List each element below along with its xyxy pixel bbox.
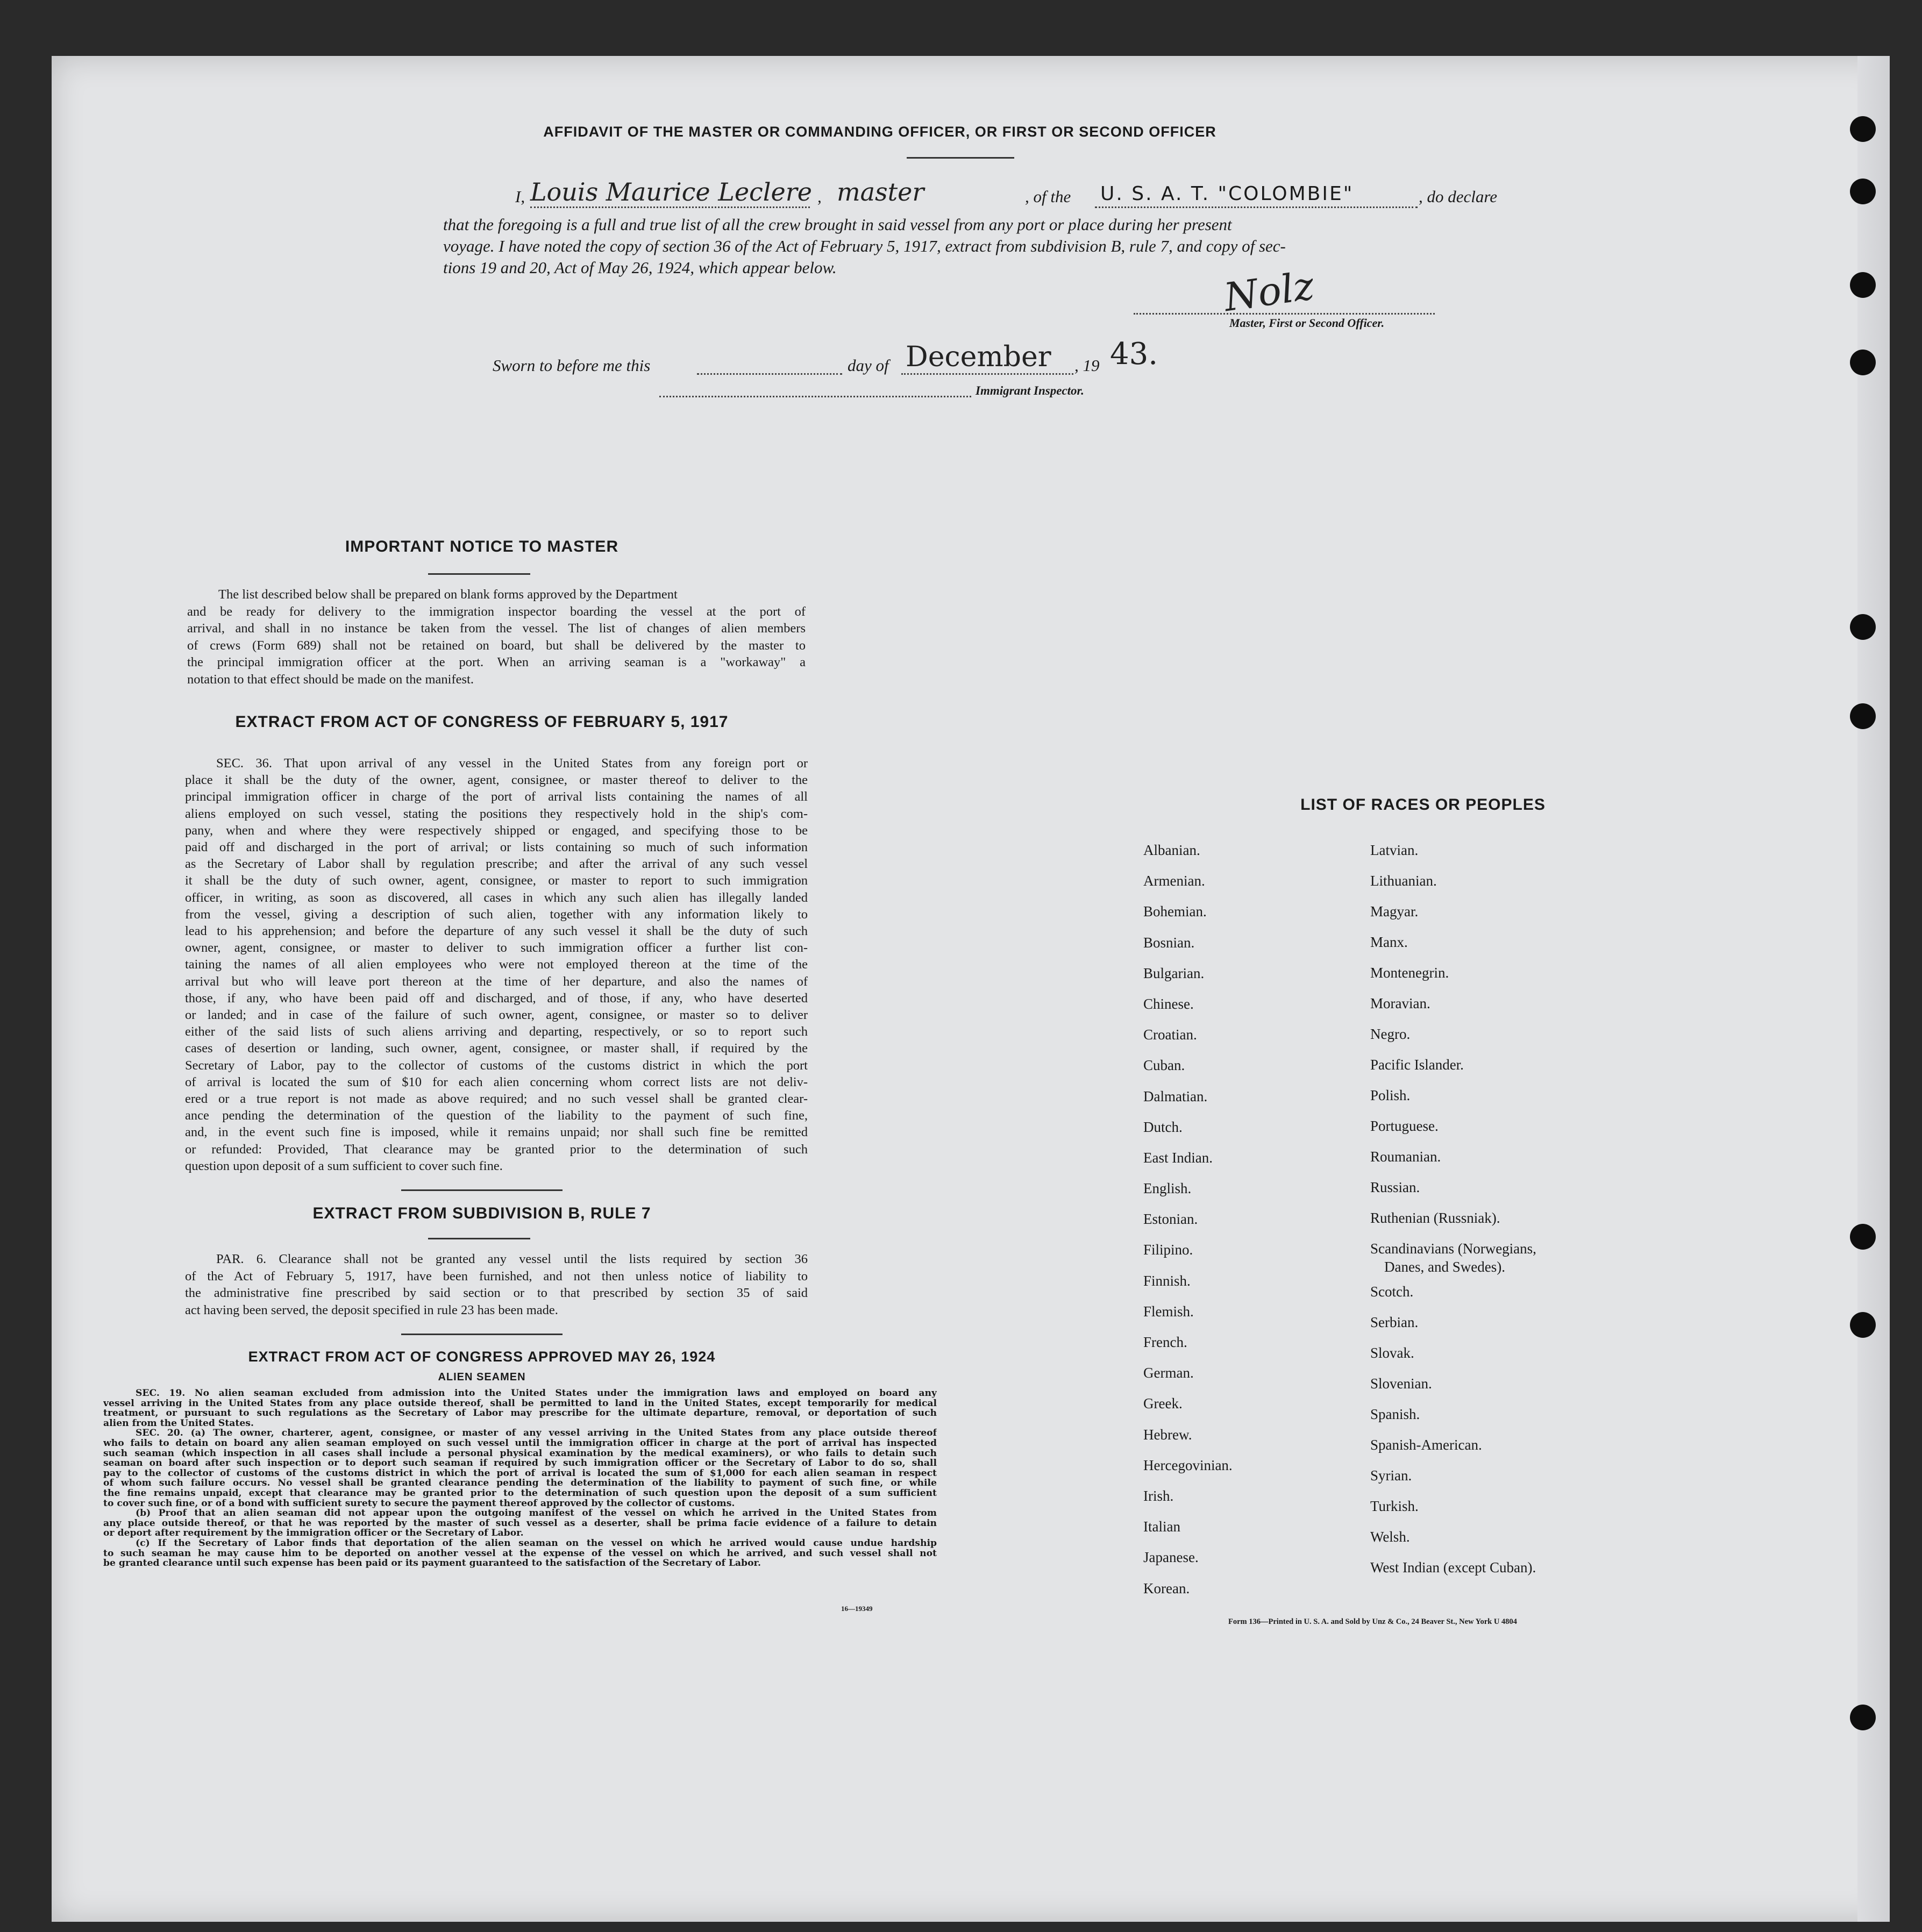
- race-item: Latvian.: [1370, 842, 1419, 858]
- month-dotline: [901, 373, 1073, 375]
- race-item: Slovak.: [1370, 1345, 1414, 1361]
- binder-hole: [1850, 179, 1876, 204]
- race-item: Ruthenian (Russniak).: [1370, 1210, 1500, 1226]
- race-item: Welsh.: [1370, 1529, 1410, 1545]
- race-item: Japanese.: [1143, 1549, 1199, 1566]
- extract-1924-line: any place outside thereof, or that he was reported by the master of such vessel as a deserter, shall be prima facie evidence of a failure to detain: [103, 1518, 937, 1529]
- extract-1924-line: seaman on board after such inspection or to deport such seaman if required by such immigration officer or the Secretary of Labor to do so, shall: [103, 1458, 937, 1468]
- race-item: Pacific Islander.: [1370, 1057, 1464, 1073]
- notice-title: IMPORTANT NOTICE TO MASTER: [345, 538, 619, 555]
- month-handwritten: December: [906, 341, 1051, 373]
- extract-1917-line: lead to his apprehension; and before the departure of any such vessel it shall be the duty of such: [185, 924, 808, 939]
- extract-1924-line: SEC. 20. (a) The owner, charterer, agent, consignee, or master of any vessel arriving in the United States from any place outside thereof: [136, 1428, 937, 1438]
- vessel-name: U. S. A. T. "COLOMBIE": [1100, 183, 1354, 205]
- day-of-label: day of: [848, 356, 889, 375]
- race-item: Scotch.: [1370, 1284, 1414, 1300]
- sworn-label: Sworn to before me this: [493, 356, 651, 375]
- races-title: LIST OF RACES OR PEOPLES: [1300, 796, 1546, 814]
- extract-1917-line: from the vessel, giving a description of such alien, together with any information likely to: [185, 907, 808, 922]
- of-the-label: , of the: [1025, 187, 1071, 206]
- extract-1917-line: or refunded: Provided, That clearance may be granted prior to the determination of such: [185, 1142, 808, 1157]
- extract-1917-line: those, if any, who have been paid off and discharged, and of those, if any, who have deserted: [185, 990, 808, 1006]
- race-item: German.: [1143, 1365, 1194, 1381]
- race-item: French.: [1143, 1334, 1187, 1350]
- notice-line: of crews (Form 689) shall not be retained on board, but shall be delivered by the master to: [187, 638, 806, 653]
- extract-1917-line: of arrival is located the sum of $10 for each alien concerning whom correct lists are not deliv-: [185, 1074, 808, 1089]
- extract-1917-line: and, in the event such fine is imposed, while it remains unpaid; nor shall such fine be remitted: [185, 1125, 808, 1140]
- extract-1917-line: SEC. 36. That upon arrival of any vessel in the United States from any foreign port or: [216, 756, 808, 771]
- subdivision-b-title: EXTRACT FROM SUBDIVISION B, RULE 7: [312, 1204, 651, 1222]
- comma: ,: [817, 187, 822, 206]
- notice-line: The list described below shall be prepared on blank forms approved by the Department: [218, 587, 678, 602]
- race-item: Spanish-American.: [1370, 1437, 1482, 1453]
- race-item: Croatian.: [1143, 1026, 1197, 1043]
- race-item: Italian: [1143, 1518, 1180, 1535]
- race-item: Bohemian.: [1143, 903, 1207, 920]
- binder-hole: [1850, 116, 1876, 142]
- binder-hole: [1850, 703, 1876, 729]
- subdivision-line: PAR. 6. Clearance shall not be granted any vessel until the lists required by section 36: [216, 1252, 808, 1266]
- race-item: Lithuanian.: [1370, 873, 1437, 889]
- race-item: Albanian.: [1143, 842, 1200, 858]
- name-dotline: [530, 206, 810, 208]
- officer-caption: Master, First or Second Officer.: [1229, 316, 1385, 330]
- extract-1917-line: cases of desertion or landing, such owner, agent, consignee, or master shall, if required by the: [185, 1041, 808, 1056]
- section-rule: [401, 1334, 563, 1335]
- affidavit-title: AFFIDAVIT OF THE MASTER OR COMMANDING OFFICER, OR FIRST OR SECOND OFFICER: [543, 124, 1216, 140]
- binder-hole: [1850, 614, 1876, 640]
- race-item: Filipino.: [1143, 1242, 1193, 1258]
- race-item: Negro.: [1370, 1026, 1411, 1042]
- extract-1917-line: owner, agent, consignee, or master to deliver to such immigration officer a further list con-: [185, 940, 808, 956]
- extract-1917-line: ance pending the determination of the question of the liability to the payment of such fine,: [185, 1108, 808, 1123]
- extract-1924-line: SEC. 19. No alien seaman excluded from admission into the United States under the immigration laws and employed on board any: [136, 1388, 937, 1399]
- form-imprint: Form 136—Printed in U. S. A. and Sold by Unz & Co., 24 Beaver St., New York U 4804: [1228, 1617, 1517, 1626]
- page-edge: [1857, 56, 1890, 1922]
- race-item: Cuban.: [1143, 1057, 1185, 1074]
- extract-1917-line: aliens employed on such vessel, stating the positions they respectively hold in the ship's com-: [185, 806, 808, 821]
- print-code: 16—19349: [841, 1605, 873, 1613]
- subdivision-b-body: [185, 1251, 808, 1318]
- notice-line: notation to that effect should be made on the manifest.: [187, 672, 474, 687]
- extract-1924-line: (c) If the Secretary of Labor finds that deportation of the alien seaman on the vessel on which he arrived would cause undue hardship: [136, 1538, 937, 1549]
- binder-hole: [1850, 1224, 1876, 1250]
- affidavit-body-line-1: that the foregoing is a full and true list of all the crew brought in said vessel from any port or place during her present: [443, 215, 1232, 234]
- race-item: Hebrew.: [1143, 1426, 1192, 1443]
- notice-rule: [428, 573, 530, 575]
- race-item: Irish.: [1143, 1487, 1174, 1504]
- race-item: Syrian.: [1370, 1467, 1412, 1484]
- subdivision-line: the administrative fine prescribed by said section or to that prescribed by section 35 of said: [185, 1286, 808, 1300]
- extract-1917-line: either of the said lists of such aliens arriving and departing, respectively, or so to report such: [185, 1024, 808, 1039]
- race-item: Magyar.: [1370, 903, 1419, 919]
- race-item: Slovenian.: [1370, 1375, 1432, 1392]
- subdivision-rule: [428, 1238, 530, 1239]
- extract-1924-line: of whom such failure occurs. No vessel shall be granted clearance pending the determination of the liability to payment of such fine, or while: [103, 1478, 937, 1488]
- section-rule: [401, 1189, 563, 1191]
- extract-1924-line: or deport after requirement by the immigration officer or the Secretary of Labor.: [103, 1528, 524, 1538]
- alien-seamen-subtitle: ALIEN SEAMEN: [438, 1371, 526, 1383]
- notice-line: the principal immigration officer at the port. When an arriving seaman is a "workaway" a: [187, 655, 806, 669]
- year-handwritten: 43.: [1110, 337, 1158, 372]
- races-right-column: [1370, 842, 1596, 1590]
- signature-dotline: [1134, 313, 1435, 315]
- binder-hole: [1850, 1705, 1876, 1730]
- race-item: Portuguese.: [1370, 1118, 1439, 1134]
- race-item: Estonian.: [1143, 1211, 1198, 1228]
- race-item: Hercegovinian.: [1143, 1457, 1233, 1473]
- race-item: Montenegrin.: [1370, 965, 1449, 981]
- extract-1924-line: treatment, or pursuant to such regulations as the Secretary of Labor may prescribe for the ultimate departure, removal, or deportation of such: [103, 1408, 937, 1418]
- notice-body: [187, 586, 806, 688]
- races-left-column: [1143, 842, 1348, 1611]
- extract-1917-line: officer, in writing, as soon as discovered, all cases in which any such alien has illegally landed: [185, 890, 808, 905]
- race-item: Spanish.: [1370, 1406, 1420, 1422]
- race-item: English.: [1143, 1180, 1192, 1197]
- race-item: Bosnian.: [1143, 934, 1195, 951]
- race-item: Dalmatian.: [1143, 1088, 1208, 1104]
- race-item: Scandinavians (Norwegians,: [1370, 1241, 1536, 1257]
- affidavit-body-line-3: tions 19 and 20, Act of May 26, 1924, which appear below.: [443, 258, 837, 277]
- i-label: I,: [515, 187, 525, 206]
- subdivision-line: act having been served, the deposit specified in rule 23 has been made.: [185, 1302, 558, 1317]
- sworn-line: [493, 336, 1299, 379]
- signature-handwritten: Nolz: [1221, 262, 1317, 320]
- extract-1924-line: such seaman (which inspection in all cases shall include a personal physical examination by the medical examiners), or who fails to detain such: [103, 1448, 937, 1459]
- extract-1924-line: pay to the collector of customs of the customs district in which the port of arrival is located the sum of $1,000 for each alien seaman in respect: [103, 1468, 937, 1479]
- extract-1917-line: it shall be the duty of such owner, agent, consignee, or master to report to such immigration: [185, 873, 808, 888]
- binder-hole: [1850, 272, 1876, 298]
- extract-1917-line: taining the names of all alien employees who were not employed thereon at the time of the: [185, 957, 808, 972]
- race-item: Dutch.: [1143, 1118, 1183, 1135]
- race-item: Flemish.: [1143, 1303, 1194, 1320]
- year-prefix: , 19: [1074, 356, 1100, 375]
- notice-line: and be ready for delivery to the immigration inspector boarding the vessel at the port of: [187, 604, 806, 619]
- race-item: Bulgarian.: [1143, 965, 1205, 981]
- inspector-dotline: [659, 396, 971, 397]
- extract-1924-line: vessel arriving in the United States from any place outside thereof, shall be permitted to land in the United States, except temporarily for medical: [103, 1398, 937, 1409]
- notice-line: arrival, and shall in no instance be taken from the vessel. The list of changes of alien members: [187, 621, 806, 636]
- race-item: East Indian.: [1143, 1149, 1213, 1166]
- extract-1917-line: question upon deposit of a sum sufficient to cover such fine.: [185, 1158, 503, 1173]
- extract-1917-title: EXTRACT FROM ACT OF CONGRESS OF FEBRUARY 5, 1917: [235, 713, 729, 731]
- extract-1917-line: principal immigration officer in charge of the port of arrival lists containing the names of all: [185, 789, 808, 804]
- document-sheet: [52, 56, 1890, 1922]
- race-item: Armenian.: [1143, 873, 1205, 889]
- extract-1924-title: EXTRACT FROM ACT OF CONGRESS APPROVED MAY 26, 1924: [248, 1349, 716, 1365]
- race-item: Chinese.: [1143, 995, 1194, 1012]
- extract-1924-line: to such seaman he may cause him to be deported on another vessel at the expense of the vessel on which he arrived, and such vessel shall not: [103, 1548, 937, 1559]
- race-item: West Indian (except Cuban).: [1370, 1559, 1536, 1575]
- subdivision-line: of the Act of February 5, 1917, have been furnished, and not then unless notice of liability to: [185, 1268, 808, 1284]
- extract-1924-line: alien from the United States.: [103, 1418, 254, 1429]
- race-item: Roumanian.: [1370, 1149, 1441, 1165]
- extract-1917-line: Secretary of Labor, pay to the collector of customs of the customs district in which the port: [185, 1058, 808, 1073]
- race-item: Russian.: [1370, 1179, 1420, 1195]
- extract-1924-line: be granted clearance until such expense has been paid or its payment guaranteed to the satisfaction of the Secretary of Labor.: [103, 1558, 761, 1569]
- race-item: Moravian.: [1370, 995, 1430, 1011]
- extract-1917-line: paid off and discharged in the port of arrival; or lists containing so much of such information: [185, 840, 808, 855]
- extract-1917-line: arrival but who will leave port thereon at the time of her departure, and also the names of: [185, 974, 808, 989]
- extract-1924-line: to cover such fine, or of a bond with sufficient surety to secure the payment thereof approved by the collector of customs.: [103, 1498, 735, 1509]
- race-item: Polish.: [1370, 1087, 1411, 1103]
- race-item: Korean.: [1143, 1580, 1190, 1596]
- race-item: Greek.: [1143, 1395, 1183, 1412]
- extract-1917-line: as the Secretary of Labor shall by regulation prescribe; and after the arrival of any such vessel: [185, 857, 808, 872]
- extract-1924-line: the fine remains unpaid, except that clearance may be granted prior to the determination of such question upon the deposit of a sum sufficient: [103, 1488, 937, 1499]
- affidavit-declaration-line: [460, 177, 1536, 212]
- extract-1924-line: (b) Proof that an alien seaman did not appear upon the outgoing manifest of the vessel on which he arrived in the United States from: [136, 1508, 937, 1518]
- extract-1917-body: [185, 755, 808, 1174]
- vessel-dotline: [1095, 206, 1418, 208]
- extract-1917-line: pany, when and where they were respectively shipped or engaged, and specifying those to be: [185, 823, 808, 838]
- master-role-handwritten: master: [837, 177, 924, 206]
- binder-hole: [1850, 1312, 1876, 1338]
- binder-hole: [1850, 350, 1876, 375]
- affidavit-body-line-2: voyage. I have noted the copy of section 36 of the Act of February 5, 1917, extract from subdivision B, rule 7, and copy of sec-: [443, 237, 1286, 255]
- race-item: Turkish.: [1370, 1498, 1419, 1514]
- master-name-handwritten: Louis Maurice Leclere: [530, 177, 812, 206]
- extract-1924-body: [103, 1388, 937, 1569]
- race-item: Danes, and Swedes).: [1384, 1259, 1505, 1275]
- extract-1917-line: place it shall be the duty of the owner, agent, consignee, or master thereof to deliver to the: [185, 773, 808, 788]
- do-declare-label: , do declare: [1419, 187, 1498, 206]
- sworn-day-dotline: [697, 373, 842, 375]
- extract-1924-line: who fails to detain on board any alien seaman employed on such vessel until the immigration officer in charge at the port of arrival has inspected: [103, 1438, 937, 1449]
- race-item: Manx.: [1370, 934, 1408, 950]
- extract-1917-line: ered or a true report is not made as above required; and no such vessel shall be granted clear-: [185, 1092, 808, 1107]
- race-item: Finnish.: [1143, 1272, 1191, 1289]
- title-rule: [907, 157, 1014, 159]
- inspector-caption: Immigrant Inspector.: [976, 384, 1084, 397]
- extract-1917-line: or landed; and in case of the failure of such owner, agent, consignee, or master so to deliver: [185, 1008, 808, 1023]
- race-item: Serbian.: [1370, 1314, 1419, 1330]
